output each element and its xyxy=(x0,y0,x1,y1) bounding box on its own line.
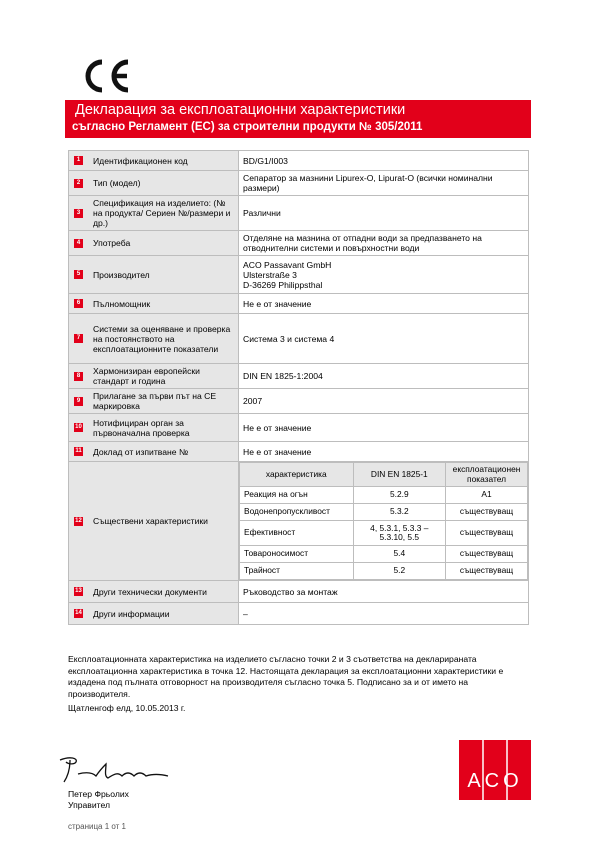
table-row xyxy=(69,196,529,231)
row-label: Системи за оценяване и проверка на постоянството на експлоатационните показатели xyxy=(93,323,231,354)
row-value: 2007 xyxy=(239,389,529,414)
signer-title: Управител xyxy=(68,800,110,810)
row-number-badge: 9 xyxy=(74,397,83,406)
row-number-badge: 11 xyxy=(75,448,82,454)
row-number-badge: 6 xyxy=(74,299,83,308)
row-label: Производител xyxy=(93,269,150,280)
row-label-cell xyxy=(69,231,239,256)
characteristics-header: DIN EN 1825-1 xyxy=(353,463,445,487)
row-label-cell xyxy=(69,462,239,581)
row-number-badge: 3 xyxy=(74,209,83,218)
characteristics-clause: 5.2 xyxy=(353,563,445,580)
characteristics-cell xyxy=(239,462,529,581)
row-value: Ръководство за монтаж xyxy=(239,581,529,603)
row-number-badge: 8 xyxy=(74,372,83,381)
place-date: Щатленгоф елд, 10.05.2013 г. xyxy=(68,703,186,713)
row-value: Отделяне на мазнина от отпадни води за предпазването на отводнителни системи и повърхностни води xyxy=(239,231,529,256)
table-row xyxy=(69,364,529,389)
row-number-badge: 7 xyxy=(74,334,83,343)
row-number-badge: 2 xyxy=(74,179,83,188)
aco-logo xyxy=(459,740,531,800)
characteristics-value: A1 xyxy=(446,487,528,504)
table-row xyxy=(69,151,529,171)
characteristics-header: експлоатационен показател xyxy=(446,463,528,487)
table-row xyxy=(69,171,529,196)
characteristics-header: характеристика xyxy=(240,463,354,487)
row-number-badge: 1 xyxy=(74,156,83,165)
row-label: Нотифициран орган за първоначална проверка xyxy=(93,417,190,438)
page-number: страница 1 от 1 xyxy=(68,822,126,831)
row-label-cell xyxy=(69,414,239,442)
characteristics-clause: 5.2.9 xyxy=(353,487,445,504)
row-number-badge: 12 xyxy=(75,517,82,524)
row-label: Спецификация на изделието: (№ на продукта/ Сериен №/размери и др.) xyxy=(93,198,231,228)
row-label-cell xyxy=(69,314,239,364)
row-label-cell xyxy=(69,603,239,625)
table-row xyxy=(69,256,529,294)
characteristics-row xyxy=(240,563,528,580)
document-title: Декларация за експлоатационни характеристики xyxy=(75,102,406,118)
row-value: Не е от значение xyxy=(239,294,529,314)
row-label: Пълномощник xyxy=(93,298,151,309)
document-subtitle: съгласно Регламент (ЕС) за строителни продукти № 305/2011 xyxy=(72,121,423,133)
characteristics-name: Товароносимост xyxy=(240,546,354,563)
row-label-cell xyxy=(69,442,239,462)
row-label-cell xyxy=(69,294,239,314)
title-banner xyxy=(65,100,531,138)
characteristics-name: Водонепропускливост xyxy=(240,504,354,521)
characteristics-row xyxy=(240,546,528,563)
row-value: Сепаратор за мазнини Lipurex-O, Lipurat-O (всички номинални размери) xyxy=(239,171,529,196)
characteristics-value: съществуващ xyxy=(446,546,528,563)
characteristics-name: Реакция на огън xyxy=(240,487,354,504)
row-label: Съществени характеристики xyxy=(93,516,208,526)
characteristics-value: съществуващ xyxy=(446,563,528,580)
row-number-badge: 4 xyxy=(74,239,83,248)
row-label: Други технически документи xyxy=(93,586,207,597)
row-label: Доклад от изпитване № xyxy=(93,446,189,457)
row-label-cell xyxy=(69,151,239,171)
characteristics-table xyxy=(239,462,528,580)
table-row xyxy=(69,294,529,314)
row-label-cell xyxy=(69,389,239,414)
aco-logo-text: ACO xyxy=(467,770,523,792)
row-label: Хармонизиран европейски стандарт и година xyxy=(93,366,200,386)
row-label: Други информации xyxy=(93,608,170,619)
table-row xyxy=(69,581,529,603)
signer-name: Петер Фрьолих xyxy=(68,789,129,799)
row-label: Прилагане за първи път на CE маркировка xyxy=(93,391,217,411)
table-row-characteristics xyxy=(69,462,529,581)
characteristics-name: Ефективност xyxy=(240,521,354,546)
row-number-badge: 10 xyxy=(75,424,82,430)
row-value: – xyxy=(239,603,529,625)
row-value: Не е от значение xyxy=(239,414,529,442)
characteristics-row xyxy=(240,504,528,521)
row-label: Тип (модел) xyxy=(93,178,141,188)
row-number-badge: 5 xyxy=(74,270,83,279)
table-row xyxy=(69,389,529,414)
signer-block xyxy=(68,789,129,811)
table-row xyxy=(69,231,529,256)
declaration-statement: Експлоатационната характеристика на изделието съгласно точки 2 и 3 съответства на декларираната експлоатационна характеристика в точка 12. Настоящата декларация за експлоатационни характеристики е издадена под пълната отговорност на производителя съгласно точка 5. Подписано за и от името на производителя. xyxy=(68,654,504,699)
characteristics-clause: 4, 5.3.1, 5.3.3 – 5.3.10, 5.5 xyxy=(353,521,445,546)
declaration-table xyxy=(68,150,529,625)
characteristics-header-row xyxy=(240,463,528,487)
row-value: ACO Passavant GmbH Ulsterstraße 3 D-36269 Philippsthal xyxy=(239,256,529,294)
row-number-badge: 13 xyxy=(75,588,82,594)
row-value: Не е от значение xyxy=(239,442,529,462)
characteristics-clause: 5.4 xyxy=(353,546,445,563)
row-label-cell xyxy=(69,196,239,231)
row-label-cell xyxy=(69,171,239,196)
row-value: BD/G1/I003 xyxy=(239,151,529,171)
row-label: Употреба xyxy=(93,238,131,248)
table-row xyxy=(69,442,529,462)
table-row xyxy=(69,314,529,364)
characteristics-row xyxy=(240,521,528,546)
characteristics-name: Трайност xyxy=(240,563,354,580)
row-label: Идентификационен код xyxy=(93,155,188,166)
ce-mark-logo xyxy=(80,56,134,96)
characteristics-value: съществуващ xyxy=(446,521,528,546)
table-row xyxy=(69,603,529,625)
row-label-cell xyxy=(69,256,239,294)
table-row xyxy=(69,414,529,442)
characteristics-row xyxy=(240,487,528,504)
row-value: DIN EN 1825-1:2004 xyxy=(239,364,529,389)
row-value: Различни xyxy=(239,196,529,231)
row-label-cell xyxy=(69,581,239,603)
characteristics-value: съществуващ xyxy=(446,504,528,521)
row-number-badge: 14 xyxy=(75,610,82,616)
row-value: Система 3 и система 4 xyxy=(239,314,529,364)
signature xyxy=(56,752,176,786)
characteristics-clause: 5.3.2 xyxy=(353,504,445,521)
row-label-cell xyxy=(69,364,239,389)
